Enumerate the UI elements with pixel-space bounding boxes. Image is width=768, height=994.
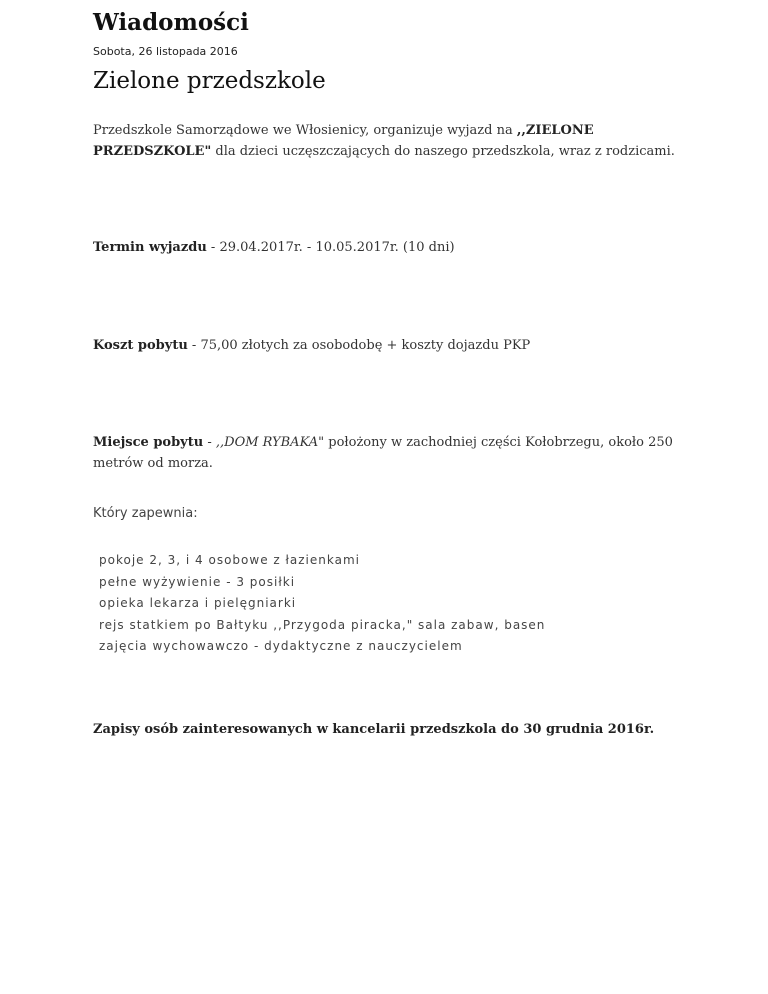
- post-title: Zielone przedszkole: [93, 68, 326, 94]
- termin-value: - 29.04.2017r. - 10.05.2017r. (10 dni): [206, 240, 455, 255]
- miejsce-value: " położony w zachodniej części Kołobrzegu, około 250 metrów od morza.: [93, 435, 673, 471]
- list-item: rejs statkiem po Bałtyku ,,Przygoda piracka," sala zabaw, basen: [99, 617, 546, 632]
- list-item: pełne wyżywienie - 3 posiłki: [99, 574, 296, 589]
- intro-bold-program: ,,ZIELONE PRZEDSZKOLE": [93, 123, 594, 159]
- termin-paragraph: [93, 237, 693, 258]
- termin-label: Termin wyjazdu: [93, 240, 207, 255]
- miejsce-dash: -: [203, 435, 216, 450]
- intro-text-end: dla dzieci uczęszczających do naszego przedszkola, wraz z rodzicami.: [211, 144, 675, 159]
- list-item: zajęcia wychowawczo - dydaktyczne z nauczycielem: [99, 639, 463, 653]
- list-item: opieka lekarza i pielęgniarki: [99, 596, 297, 610]
- miejsce-paragraph: [93, 432, 693, 474]
- site-title: Wiadomości: [93, 9, 249, 36]
- amenities-list: [99, 550, 545, 658]
- koszt-value: - 75,00 złotych za osobodobę + koszty dojazdu PKP: [187, 338, 531, 353]
- koszt-paragraph: [93, 335, 693, 356]
- zapewnia-label: Który zapewnia:: [93, 506, 198, 521]
- zapisy-paragraph: Zapisy osób zainteresowanych w kancelarii przedszkola do 30 grudnia 2016r.: [93, 722, 655, 737]
- intro-text: Przedszkole Samorządowe we Włosienicy, organizuje wyjazd na: [93, 123, 517, 138]
- miejsce-name: ,,DOM RYBAKA: [215, 435, 319, 450]
- list-item: pokoje 2, 3, i 4 osobowe z łazienkami: [99, 553, 360, 567]
- intro-paragraph: [93, 120, 693, 162]
- koszt-label: Koszt pobytu: [93, 338, 188, 353]
- post-date: Sobota, 26 listopada 2016: [93, 45, 238, 58]
- miejsce-label: Miejsce pobytu: [93, 435, 204, 450]
